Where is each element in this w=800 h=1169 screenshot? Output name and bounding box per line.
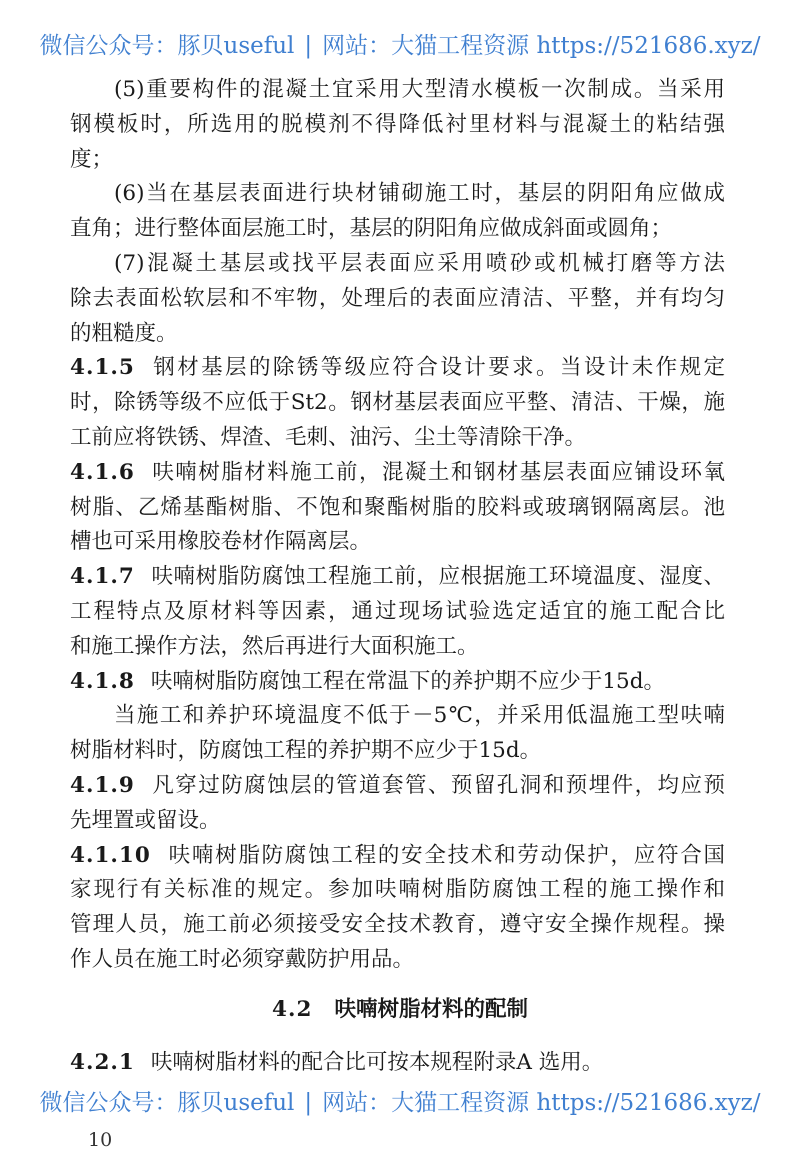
clause-line [70,839,725,874]
line-text: 凡穿过防腐蚀层的管道套管、预留孔洞和预埋件，均应预 [150,772,725,798]
clause-number: 4.1.9 [70,772,135,798]
clause-line [70,456,725,491]
document-body [70,73,725,978]
line-text: 除去表面松软层和不牢物，处理后的表面应清洁、平整，并有均匀 [70,285,725,311]
line-text: 时，除锈等级不应低于St2。钢材基层表面应平整、清洁、干燥，施 [70,390,725,416]
text-line [70,908,725,943]
text-line [70,143,725,178]
line-text: 树脂材料时，防腐蚀工程的养护期不应少于15d。 [70,738,542,764]
line-text: 管理人员，施工前必须接受安全技术教育，遵守安全操作规程。操 [70,912,725,938]
watermark-bottom [12,1086,788,1120]
text-line [70,699,725,734]
text-line [70,282,725,317]
line-text: 作人员在施工时必须穿戴防护用品。 [70,946,415,972]
line-text: 的粗糙度。 [70,320,178,346]
text-line [70,873,725,908]
watermark-right: 网站：大猫工程资源 https://521686.xyz/ [322,1090,761,1116]
line-text: 呋喃树脂防腐蚀工程在常温下的养护期不应少于15d。 [150,668,665,694]
text-line [70,630,725,665]
line-text: 度； [70,146,114,172]
line-text: 先埋置或留设。 [70,807,221,833]
text-line [70,491,725,526]
line-text: (6)当在基层表面进行块材铺砌施工时，基层的阴阳角应做成 [114,181,725,207]
section-number: 4.2 [272,997,313,1022]
line-text: (5)重要构件的混凝土宜采用大型清水模板一次制成。当采用 [114,77,725,102]
text-line [70,386,725,421]
watermark-right: 网站：大猫工程资源 https://521686.xyz/ [322,33,761,59]
text-line [70,804,725,839]
clause-number: 4.1.10 [70,842,151,868]
line-text: 工前应将铁锈、焊渣、毛刺、油污、尘土等清除干净。 [70,424,587,450]
line-text: 呋喃树脂材料施工前，混凝土和钢材基层表面应铺设环氧 [150,459,725,485]
text-line [70,421,725,456]
line-text: 呋喃树脂防腐蚀工程施工前，应根据施工环境温度、湿度、 [150,564,725,590]
line-text: 直角；进行整体面层施工时，基层的阴阳角应做成斜面或圆角； [70,216,673,242]
line-text: 当施工和养护环境温度不低于－5℃，并采用低温施工型呋喃 [114,703,725,729]
line-text: 钢模板时，所选用的脱模剂不得降低衬里材料与混凝土的粘结强 [70,111,725,137]
line-text: 呋喃树脂防腐蚀工程的安全技术和劳动保护，应符合国 [166,842,725,868]
watermark-separator: | [304,33,313,59]
text-line [70,177,725,212]
line-text: 钢材基层的除锈等级应符合设计要求。当设计未作规定 [150,355,725,381]
text-line [70,1046,725,1081]
section-title: 呋喃树脂材料的配制 [334,997,528,1022]
clause-number: 4.1.5 [70,355,135,381]
text-line [70,525,725,560]
watermark-separator: | [304,1090,313,1116]
line-text: 家现行有关标准的规定。参加呋喃树脂防腐蚀工程的施工操作和 [70,877,725,903]
clause-line [70,560,725,595]
page-number: 10 [88,1129,113,1151]
clause-line [70,769,725,804]
clause-number: 4.1.8 [70,668,135,694]
line-text: 和施工操作方法，然后再进行大面积施工。 [70,633,479,659]
text-line [70,595,725,630]
clause-text: 呋喃树脂材料的配合比可按本规程附录A 选用。 [150,1050,604,1075]
text-line [70,73,725,108]
clause-number: 4.1.6 [70,459,135,485]
line-text: 工程特点及原材料等因素，通过现场试验选定适宜的施工配合比 [70,598,725,624]
clause-number: 4.1.7 [70,564,135,590]
text-line [70,108,725,143]
line-text: 槽也可采用橡胶卷材作隔离层。 [70,529,372,555]
clause-line [70,351,725,386]
text-line [70,317,725,352]
watermark-left: 微信公众号：豚贝useful [39,1090,295,1116]
section-heading [0,993,800,1027]
watermark-top [12,29,788,63]
clause-4-2-1 [70,1046,725,1081]
text-line [70,734,725,769]
line-text: (7)混凝土基层或找平层表面应采用喷砂或机械打磨等方法 [114,250,725,276]
text-line [70,943,725,978]
clause-line [70,665,725,700]
clause-number: 4.2.1 [70,1050,135,1075]
line-text: 树脂、乙烯基酯树脂、不饱和聚酯树脂的胶料或玻璃钢隔离层。池 [70,494,725,520]
text-line [70,247,725,282]
text-line [70,212,725,247]
watermark-left: 微信公众号：豚贝useful [39,33,295,59]
